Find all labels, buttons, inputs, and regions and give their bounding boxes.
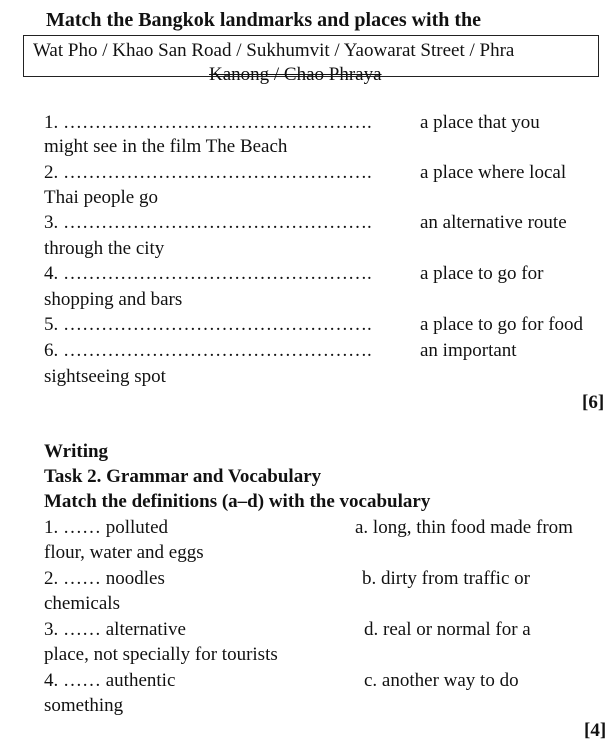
definition-3: an alternative route xyxy=(420,212,567,233)
answer-blank-5[interactable]: 5. …………………………………………. xyxy=(44,314,372,335)
vocab-blank-1[interactable]: 1. …… polluted xyxy=(44,517,169,538)
definition-c: c. another way to do xyxy=(364,670,519,691)
word-box-line2: Kanong / Chao Phraya xyxy=(209,64,382,85)
vocab-blank-4[interactable]: 4. …… authentic xyxy=(44,670,176,691)
answer-blank-2[interactable]: 2. …………………………………………. xyxy=(44,162,372,183)
answer-blank-1[interactable]: 1. …………………………………………. xyxy=(44,112,372,133)
section-writing: Writing xyxy=(44,441,109,462)
definition-4-cont: shopping and bars xyxy=(44,289,183,310)
definition-b-cont: chemicals xyxy=(44,593,120,614)
task1-score: [6] xyxy=(582,392,605,413)
answer-blank-3[interactable]: 3. …………………………………………. xyxy=(44,212,372,233)
word-box-line1: Wat Pho / Khao San Road / Sukhumvit / Yaowarat Street / Phra xyxy=(33,40,515,61)
task1-title: Match the Bangkok landmarks and places with the xyxy=(46,9,482,31)
definition-a: a. long, thin food made from xyxy=(355,517,573,538)
definition-c-cont: something xyxy=(44,695,124,716)
task2-score: [4] xyxy=(584,720,607,741)
vocab-blank-3[interactable]: 3. …… alternative xyxy=(44,619,186,640)
answer-blank-6[interactable]: 6. …………………………………………. xyxy=(44,340,372,361)
definition-6: an important xyxy=(420,340,517,361)
vocab-blank-2[interactable]: 2. …… noodles xyxy=(44,568,165,589)
definition-1-cont: might see in the film The Beach xyxy=(44,136,288,157)
definition-2: a place where local xyxy=(420,162,567,183)
definition-d: d. real or normal for a xyxy=(364,619,531,640)
task2-heading: Task 2. Grammar and Vocabulary xyxy=(44,466,322,487)
task2-instruction: Match the definitions (a–d) with the vocabulary xyxy=(44,491,431,512)
definition-2-cont: Thai people go xyxy=(44,187,158,208)
definition-a-cont: flour, water and eggs xyxy=(44,542,204,563)
definition-4: a place to go for xyxy=(420,263,544,284)
definition-5: a place to go for food xyxy=(420,314,584,335)
definition-6-cont: sightseeing spot xyxy=(44,366,166,387)
answer-blank-4[interactable]: 4. …………………………………………. xyxy=(44,263,372,284)
definition-3-cont: through the city xyxy=(44,238,165,259)
definition-1: a place that you xyxy=(420,112,540,133)
definition-b: b. dirty from traffic or xyxy=(362,568,530,589)
definition-d-cont: place, not specially for tourists xyxy=(44,644,278,665)
